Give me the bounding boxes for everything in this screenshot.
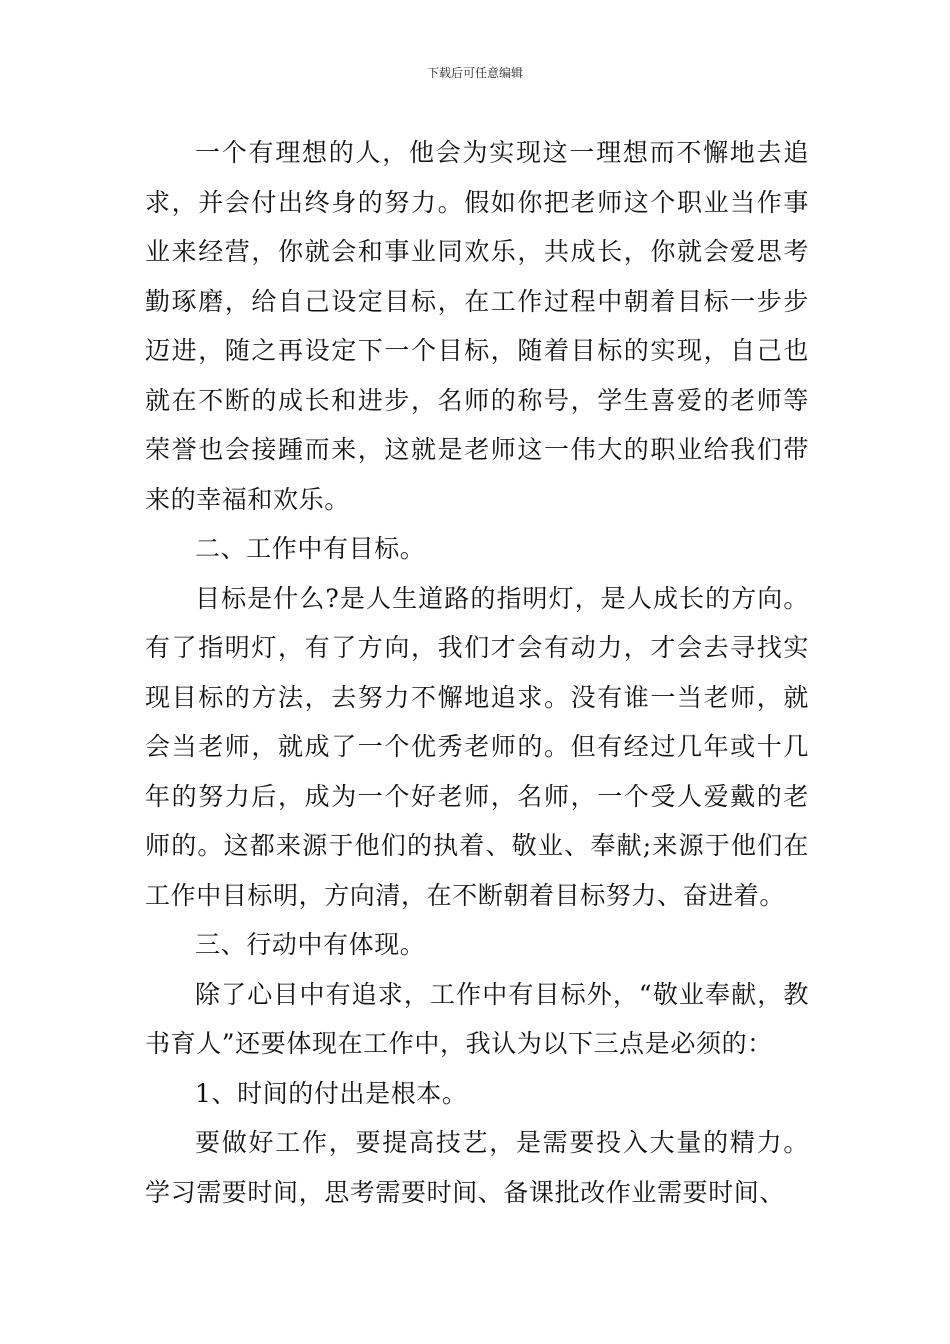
paragraph-action-intro: 除了心目中有追求，工作中有目标外，“敬业奉献，教书育人”还要体现在工作中，我认为以下三点是必须的：	[145, 979, 809, 1058]
paragraph-time-investment: 要做好工作，要提高技艺，是需要投入大量的精力。学习需要时间，思考需要时间、备课批改作业需要时间、	[145, 1128, 809, 1207]
paragraph-goals: 目标是什么?是人生道路的指明灯，是人成长的方向。有了指明灯，有了方向，我们才会有动力，才会去寻找实现目标的方法，去努力不懈地追求。没有谁一当老师，就会当老师，就成了一个优秀老师的。但有经过几年或十几年的努力后，成为一个好老师，名师，一个受人爱戴的老师的。这都来源于他们的执着、敬业、奉献;来源于他们在工作中目标明，方向清，在不断朝着目标努力、奋进着。	[145, 583, 809, 910]
document-body	[145, 128, 809, 1217]
heading-action: 三、行动中有体现。	[195, 930, 426, 959]
paragraph-ideal-pursuit: 一个有理想的人，他会为实现这一理想而不懈地去追求，并会付出终身的努力。假如你把老师这个职业当作事业来经营，你就会和事业同欢乐，共成长，你就会爱思考勤琢磨，给自己设定目标，在工作过程中朝着目标一步步迈进，随之再设定下一个目标，随着目标的实现，自己也就在不断的成长和进步，名师的称号，学生喜爱的老师等荣誉也会接踵而来，这就是老师这一伟大的职业给我们带来的幸福和欢乐。	[145, 138, 809, 514]
heading-time-investment: 1、时间的付出是根本。	[195, 1078, 468, 1108]
page-header-note: 下载后可任意编辑	[426, 66, 523, 80]
heading-goals-at-work: 二、工作中有目标。	[195, 534, 426, 563]
